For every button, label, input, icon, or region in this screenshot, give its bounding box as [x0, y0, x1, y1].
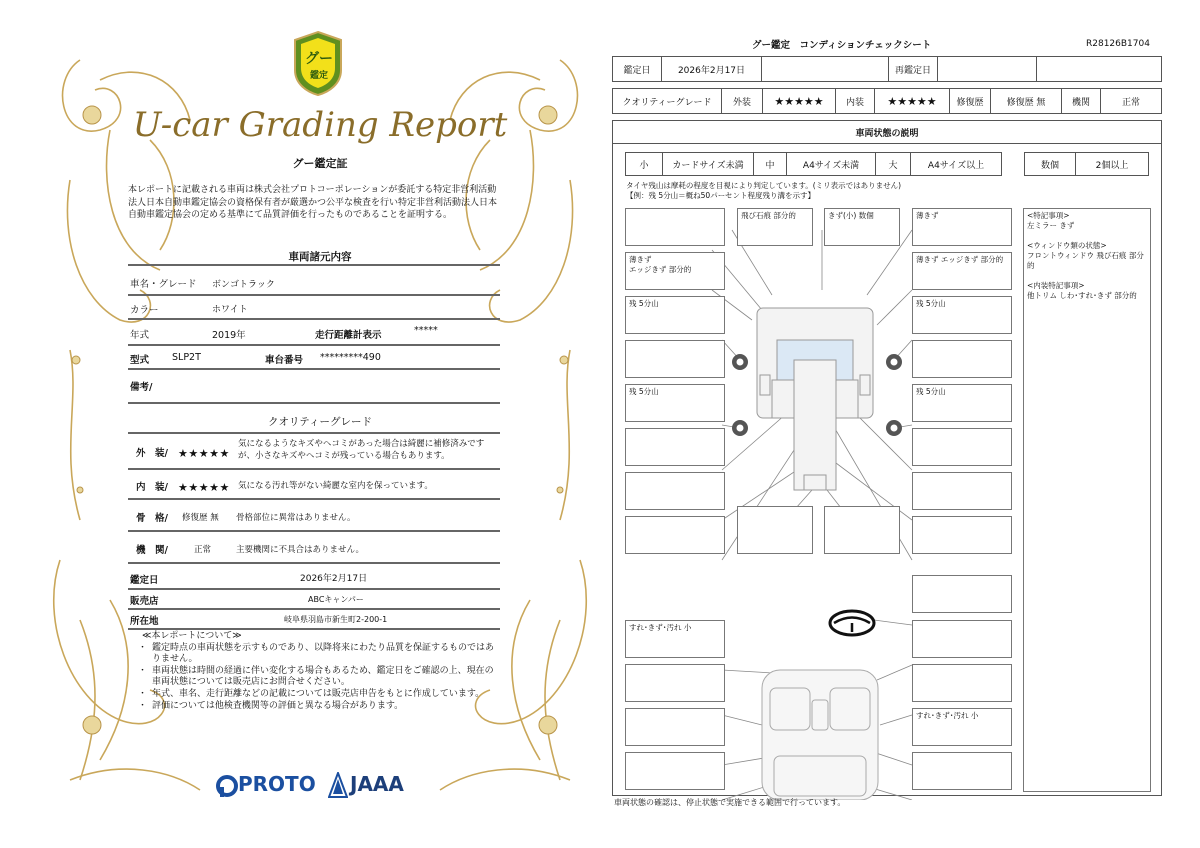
dealer-value: ABCキャンパー — [308, 595, 364, 604]
dealer-label: 販売店 — [130, 596, 159, 607]
quality-grade-label-cell: クオリティーグレード — [612, 88, 722, 114]
remarks-label: 備考/ — [130, 382, 153, 393]
exterior-stars: ★★★★★ — [178, 447, 230, 460]
interior-box — [912, 664, 1012, 702]
special-notes-panel — [1023, 208, 1151, 792]
damage-box — [912, 472, 1012, 510]
damage-box — [912, 428, 1012, 466]
mileage-value: ***** — [414, 325, 438, 336]
color-label: カラー — [130, 305, 159, 316]
tire-note-2: 【例：残 5分山＝概ね50パーセント程度残り溝を示す】 — [626, 191, 816, 200]
quality-section-title: クオリティーグレード — [268, 416, 372, 428]
badge-text: グー — [305, 51, 333, 67]
size-mid-desc-cell: A4サイズ未満 — [786, 152, 876, 176]
address-label: 所在地 — [130, 616, 159, 627]
quality-row-frame — [128, 500, 500, 532]
special-notes-text: 左ミラー きず — [1027, 221, 1075, 230]
quality-row-interior — [128, 470, 500, 500]
sheet-footer: 車両状態の確認は、停止状態で実施できる範囲で行っています。 — [614, 798, 846, 807]
size-mid-cell: 中 — [753, 152, 787, 176]
proto-logo-icon — [216, 775, 238, 797]
frame-value: 修復歴 無 — [182, 513, 219, 523]
certificate-intro: 本レポートに記載される車両は株式会社プロトコーポレーションが委託する特定非営利活動法人日本自動車鑑定協会の資格保有者が厳選かつ公平な検査を行い特定非営利活動法人日本自動車鑑定協会の定める基準にて品質評価を行ったものであることを証明する。 — [128, 185, 498, 220]
damage-box — [625, 516, 725, 554]
mileage-label: 走行距離計表示 — [315, 330, 382, 341]
size-small-desc-cell: カードサイズ未満 — [662, 152, 754, 176]
damage-box — [625, 428, 725, 466]
frame-description: 骨格部位に異常はありません。 — [236, 513, 356, 523]
damage-box: きず(小) 数個 — [824, 208, 900, 246]
condition-check-sheet — [612, 30, 1164, 810]
damage-box — [625, 208, 725, 246]
year-value: 2019年 — [212, 330, 246, 341]
sheet-title: グー鑑定 コンディションチェックシート — [752, 40, 932, 51]
spec-row-year — [128, 320, 500, 346]
damage-box — [625, 472, 725, 510]
spec-row-model — [128, 346, 500, 370]
engine-label-cell: 機関 — [1061, 88, 1101, 114]
window-notes-title: <ウィンドウ類の状態> — [1027, 241, 1107, 250]
certificate-title: グー鑑定証 — [292, 157, 348, 170]
damage-box — [737, 506, 813, 554]
interior-box: すれ･きず･汚れ 小 — [625, 620, 725, 658]
note-item: ・ 車両状態は時間の経過に伴い変化する場合もあるため、鑑定日をご確認の上、現在の車両状態については販売店にお問合せください。 — [140, 666, 500, 689]
spec-row-color — [128, 296, 500, 320]
size-small-cell: 小 — [625, 152, 663, 176]
script-title: U-car Grading Report — [132, 105, 508, 145]
condition-title: 車両状態の説明 — [612, 120, 1162, 144]
note-item: ・ 鑑定時点の車両状態を示すものであり、以降将来にわたり品質を保証するものではありません。 — [140, 643, 500, 666]
note-item: ・ 年式、車名、走行距離などの記載については販売店申告をもとに作成しています。 — [140, 689, 500, 701]
repair-value-cell: 修復歴 無 — [990, 88, 1062, 114]
redate-value-cell — [937, 56, 1037, 82]
name-label: 車名・グレード — [130, 279, 197, 290]
exterior-stars-cell: ★★★★★ — [762, 88, 836, 114]
interior-notes-title: <内装特記事項> — [1027, 281, 1085, 290]
divider — [128, 264, 500, 266]
grading-certificate — [40, 20, 600, 828]
notes-title: ≪本レポートについて≫ — [142, 631, 242, 641]
spec-row-name — [128, 268, 500, 296]
interior-label-cell: 内装 — [835, 88, 875, 114]
interior-box — [625, 752, 725, 790]
tire-box: 残 5分山 — [625, 296, 725, 334]
interior-stars: ★★★★★ — [178, 481, 230, 494]
size-large-cell: 大 — [875, 152, 911, 176]
quality-row-engine — [128, 532, 500, 564]
engine-description: 主要機関に不具合はありません。 — [236, 545, 365, 555]
note-item: ・ 評価については他検査機関等の評価と異なる場合があります。 — [140, 701, 500, 713]
interior-box — [912, 620, 1012, 658]
interior-box: すれ･きず･汚れ 小 — [912, 708, 1012, 746]
spec-row-remarks — [128, 370, 500, 404]
blank-cell — [1036, 56, 1162, 82]
jaaa-logo-icon — [328, 772, 348, 798]
color-value: ホワイト — [212, 305, 248, 315]
date-value-cell: 2026年2月17日 — [661, 56, 762, 82]
chassis-label: 車台番号 — [265, 355, 304, 366]
year-label: 年式 — [130, 330, 150, 341]
report-notes — [140, 631, 500, 712]
engine-value: 正常 — [194, 545, 212, 555]
model-value: SLP2T — [172, 352, 201, 363]
name-value: ボンゴトラック — [212, 280, 275, 290]
info-row-address — [128, 610, 500, 630]
count-value-cell: 2個以上 — [1075, 152, 1149, 176]
badge-sub-text: 鑑定 — [309, 71, 328, 81]
size-large-desc-cell: A4サイズ以上 — [910, 152, 1002, 176]
tire-box: 残 5分山 — [912, 296, 1012, 334]
tire-box: 残 5分山 — [625, 384, 725, 422]
date-value: 2026年2月17日 — [300, 574, 368, 584]
exterior-label-cell: 外装 — [721, 88, 763, 114]
damage-box: 薄きず エッジきず 部分的 — [912, 252, 1012, 290]
exterior-description: 気になるようなキズやヘコミがあった場合は綺麗に補修済みですが、小さなキズやヘコミが残っている場合もあります。 — [238, 439, 485, 461]
damage-box: 薄きず エッジきず 部分的 — [625, 252, 725, 290]
exterior-label: 外 装/ — [136, 448, 168, 459]
date-label: 鑑定日 — [130, 575, 159, 586]
damage-box: 薄きず — [912, 208, 1012, 246]
damage-box — [824, 506, 900, 554]
interior-stars-cell: ★★★★★ — [874, 88, 950, 114]
special-notes-title: <特記事項> — [1027, 211, 1070, 220]
jaaa-logo-text: JAAA — [350, 772, 404, 796]
tire-box: 残 5分山 — [912, 384, 1012, 422]
interior-description: 気になる汚れ等がない綺麗な室内を保っています。 — [238, 481, 433, 491]
info-row-date — [128, 566, 500, 590]
blank-cell — [761, 56, 889, 82]
info-row-dealer — [128, 590, 500, 610]
interior-notes-text: 他トリム しわ･すれ･きず 部分的 — [1027, 291, 1137, 300]
engine-value-cell: 正常 — [1100, 88, 1162, 114]
repair-label-cell: 修復歴 — [949, 88, 991, 114]
count-label-cell: 数個 — [1024, 152, 1076, 176]
date-label-cell: 鑑定日 — [612, 56, 662, 82]
frame-label: 骨 格/ — [136, 513, 168, 524]
damage-box — [625, 340, 725, 378]
interior-box — [625, 664, 725, 702]
spec-section-title: 車両諸元内容 — [288, 251, 352, 263]
proto-logo-text: PROTO — [238, 772, 316, 796]
redate-label-cell: 再鑑定日 — [888, 56, 938, 82]
interior-box — [625, 708, 725, 746]
interior-box — [912, 752, 1012, 790]
damage-box — [912, 575, 1012, 613]
chassis-value: *********490 — [320, 352, 381, 363]
address-value: 岐阜県羽島市新生町2-200-1 — [284, 615, 388, 624]
engine-label: 機 関/ — [136, 545, 168, 556]
damage-box — [912, 516, 1012, 554]
tire-note-1: タイヤ残山は摩耗の程度を目視により判定しています。(ミリ表示ではありません) — [626, 181, 902, 190]
window-notes-text: フロントウィンドウ 飛び石痕 部分的 — [1027, 251, 1144, 270]
quality-row-exterior — [128, 434, 500, 470]
damage-box — [912, 340, 1012, 378]
interior-label: 内 装/ — [136, 482, 168, 493]
sheet-code: R28126B1704 — [1086, 39, 1150, 49]
damage-box: 飛び石痕 部分的 — [737, 208, 813, 246]
model-label: 型式 — [130, 355, 150, 366]
